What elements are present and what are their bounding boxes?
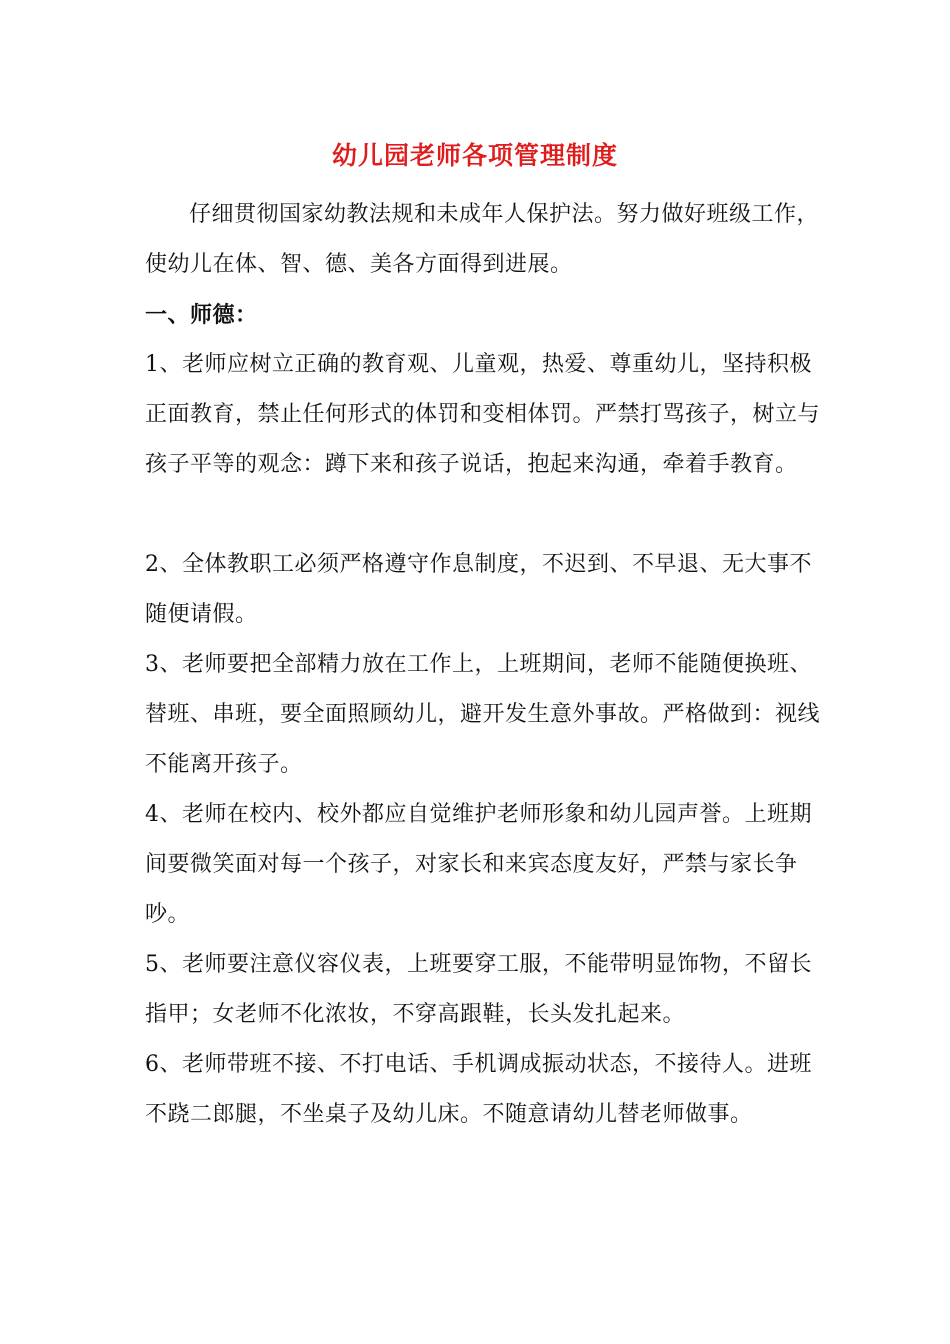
- rule-item-2: 2、全体教职工必须严格遵守作息制度，不迟到、不早退、无大事不随便请假。: [145, 552, 812, 627]
- rule-item-3: 3、老师要把全部精力放在工作上，上班期间，老师不能随便换班、替班、串班，要全面照顾幼儿，避开发生意外事故。严格做到：视线不能离开孩子。: [145, 652, 821, 777]
- paragraph-gap: [145, 490, 830, 540]
- rule-item-6: 6、老师带班不接、不打电话、手机调成振动状态，不接待人。进班不跷二郎腿，不坐桌子及幼儿床。不随意请幼儿替老师做事。: [145, 1052, 812, 1127]
- intro-paragraph: 仔细贯彻国家幼教法规和未成年人保护法。努力做好班级工作，使幼儿在体、智、德、美各方面得到进展。: [145, 202, 820, 277]
- rule-item-4: 4、老师在校内、校外都应自觉维护老师形象和幼儿园声誉。上班期间要微笑面对每一个孩子，对家长和来宾态度友好，严禁与家长争吵。: [145, 802, 812, 927]
- rule-item-5: 5、老师要注意仪容仪表，上班要穿工服，不能带明显饰物，不留长指甲；女老师不化浓妆，不穿高跟鞋，长头发扎起来。: [145, 952, 812, 1027]
- document-body: [145, 190, 830, 1140]
- rule-item-1: 1、老师应树立正确的教育观、儿童观，热爱、尊重幼儿，坚持积极正面教育，禁止任何形式的体罚和变相体罚。严禁打骂孩子，树立与孩子平等的观念：蹲下来和孩子说话，抱起来沟通，牵着手教育。: [145, 352, 821, 477]
- document-title: 幼儿园老师各项管理制度: [331, 141, 618, 170]
- section-heading: 一、师德：: [145, 302, 258, 328]
